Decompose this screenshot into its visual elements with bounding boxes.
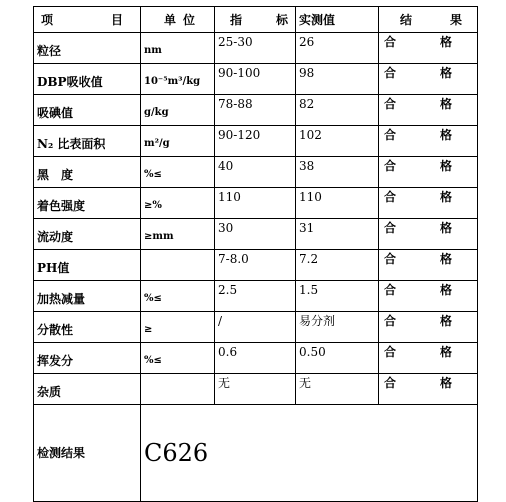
row-result-char: 合 bbox=[384, 190, 397, 204]
header-unit bbox=[141, 7, 215, 33]
table-row bbox=[34, 219, 478, 250]
header-spec bbox=[215, 7, 296, 33]
row-spec: 90-120 bbox=[215, 126, 296, 157]
row-result-char: 格 bbox=[439, 345, 452, 359]
table-row bbox=[34, 281, 478, 312]
row-actual: 38 bbox=[296, 157, 379, 188]
row-unit: %≤ bbox=[141, 281, 215, 312]
row-actual: 易分剂 bbox=[296, 312, 379, 343]
row-actual: 31 bbox=[296, 219, 379, 250]
row-actual: 82 bbox=[296, 95, 379, 126]
row-item: 分散性 bbox=[34, 312, 141, 343]
row-result bbox=[379, 33, 478, 64]
row-spec: 25-30 bbox=[215, 33, 296, 64]
row-result-char: 格 bbox=[439, 376, 452, 390]
row-unit: 10⁻⁵m³/kg bbox=[141, 64, 215, 95]
row-result-char: 格 bbox=[439, 221, 452, 235]
row-unit bbox=[141, 374, 215, 405]
row-spec: 90-100 bbox=[215, 64, 296, 95]
row-result-char: 合 bbox=[384, 35, 397, 49]
row-actual: 7.2 bbox=[296, 250, 379, 281]
row-result-char: 合 bbox=[384, 283, 397, 297]
row-spec: / bbox=[215, 312, 296, 343]
row-result-char: 合 bbox=[384, 159, 397, 173]
row-result-char: 合 bbox=[384, 97, 397, 111]
row-unit bbox=[141, 250, 215, 281]
row-result-char: 合 bbox=[384, 221, 397, 235]
row-item: DBP吸收值 bbox=[34, 64, 141, 95]
table-row bbox=[34, 188, 478, 219]
row-result-char: 格 bbox=[439, 283, 452, 297]
row-result bbox=[379, 250, 478, 281]
row-unit: %≤ bbox=[141, 157, 215, 188]
row-result bbox=[379, 281, 478, 312]
row-result bbox=[379, 126, 478, 157]
row-unit: %≤ bbox=[141, 343, 215, 374]
header-result-char-2: 果 bbox=[449, 12, 462, 27]
inspection-table bbox=[33, 6, 478, 502]
table-row bbox=[34, 64, 478, 95]
row-actual: 98 bbox=[296, 64, 379, 95]
row-result bbox=[379, 343, 478, 374]
row-spec: 0.6 bbox=[215, 343, 296, 374]
header-item-char-2: 目 bbox=[110, 12, 123, 27]
row-spec: 无 bbox=[215, 374, 296, 405]
row-unit: m²/g bbox=[141, 126, 215, 157]
header-result-char-1: 结 bbox=[400, 12, 413, 27]
table-row bbox=[34, 312, 478, 343]
header-actual: 实测值 bbox=[296, 7, 379, 33]
row-item: PH值 bbox=[34, 250, 141, 281]
row-item: 杂质 bbox=[34, 374, 141, 405]
row-result-char: 格 bbox=[439, 252, 452, 266]
header-unit-char-2: 位 bbox=[182, 12, 195, 27]
row-result bbox=[379, 374, 478, 405]
row-item: 吸碘值 bbox=[34, 95, 141, 126]
row-spec: 30 bbox=[215, 219, 296, 250]
row-item: 着色强度 bbox=[34, 188, 141, 219]
row-unit: g/kg bbox=[141, 95, 215, 126]
row-result bbox=[379, 157, 478, 188]
row-spec: 40 bbox=[215, 157, 296, 188]
row-result bbox=[379, 95, 478, 126]
row-result-char: 格 bbox=[439, 97, 452, 111]
row-unit: ≥ bbox=[141, 312, 215, 343]
footer-row bbox=[34, 405, 478, 502]
header-row bbox=[34, 7, 478, 33]
row-result-char: 合 bbox=[384, 314, 397, 328]
row-item: 加热减量 bbox=[34, 281, 141, 312]
row-item: 黑 度 bbox=[34, 157, 141, 188]
header-result bbox=[379, 7, 478, 33]
table-row bbox=[34, 250, 478, 281]
row-result-char: 格 bbox=[439, 190, 452, 204]
row-actual: 1.5 bbox=[296, 281, 379, 312]
row-actual: 无 bbox=[296, 374, 379, 405]
header-spec-char-1: 指 bbox=[230, 12, 243, 27]
row-result-char: 合 bbox=[384, 128, 397, 142]
row-actual: 26 bbox=[296, 33, 379, 64]
row-spec: 7-8.0 bbox=[215, 250, 296, 281]
row-result bbox=[379, 188, 478, 219]
row-result-char: 格 bbox=[439, 35, 452, 49]
row-result bbox=[379, 312, 478, 343]
header-spec-char-2: 标 bbox=[275, 12, 288, 27]
footer-label: 检测结果 bbox=[34, 405, 141, 502]
row-result-char: 格 bbox=[439, 159, 452, 173]
row-actual: 102 bbox=[296, 126, 379, 157]
row-spec: 110 bbox=[215, 188, 296, 219]
header-item bbox=[34, 7, 141, 33]
row-result-char: 合 bbox=[384, 252, 397, 266]
row-unit: ≥% bbox=[141, 188, 215, 219]
header-item-char-1: 项 bbox=[41, 12, 54, 27]
row-item: N₂ 比表面积 bbox=[34, 126, 141, 157]
row-item: 粒径 bbox=[34, 33, 141, 64]
row-result-char: 合 bbox=[384, 376, 397, 390]
row-result bbox=[379, 219, 478, 250]
header-unit-char-1: 单 bbox=[164, 12, 177, 27]
row-result-char: 格 bbox=[439, 66, 452, 80]
table-row bbox=[34, 33, 478, 64]
row-result-char: 格 bbox=[439, 128, 452, 142]
row-unit: ≥mm bbox=[141, 219, 215, 250]
table-row bbox=[34, 157, 478, 188]
row-result-char: 合 bbox=[384, 345, 397, 359]
row-item: 流动度 bbox=[34, 219, 141, 250]
row-actual: 0.50 bbox=[296, 343, 379, 374]
table-row bbox=[34, 343, 478, 374]
row-result-char: 合 bbox=[384, 66, 397, 80]
footer-product-cell bbox=[141, 405, 478, 502]
row-spec: 78-88 bbox=[215, 95, 296, 126]
row-result bbox=[379, 64, 478, 95]
row-item: 挥发分 bbox=[34, 343, 141, 374]
row-result-char: 格 bbox=[439, 314, 452, 328]
table-row bbox=[34, 95, 478, 126]
row-spec: 2.5 bbox=[215, 281, 296, 312]
table-row bbox=[34, 374, 478, 405]
row-actual: 110 bbox=[296, 188, 379, 219]
product-code: C626 bbox=[144, 439, 209, 467]
table-row bbox=[34, 126, 478, 157]
row-unit: nm bbox=[141, 33, 215, 64]
